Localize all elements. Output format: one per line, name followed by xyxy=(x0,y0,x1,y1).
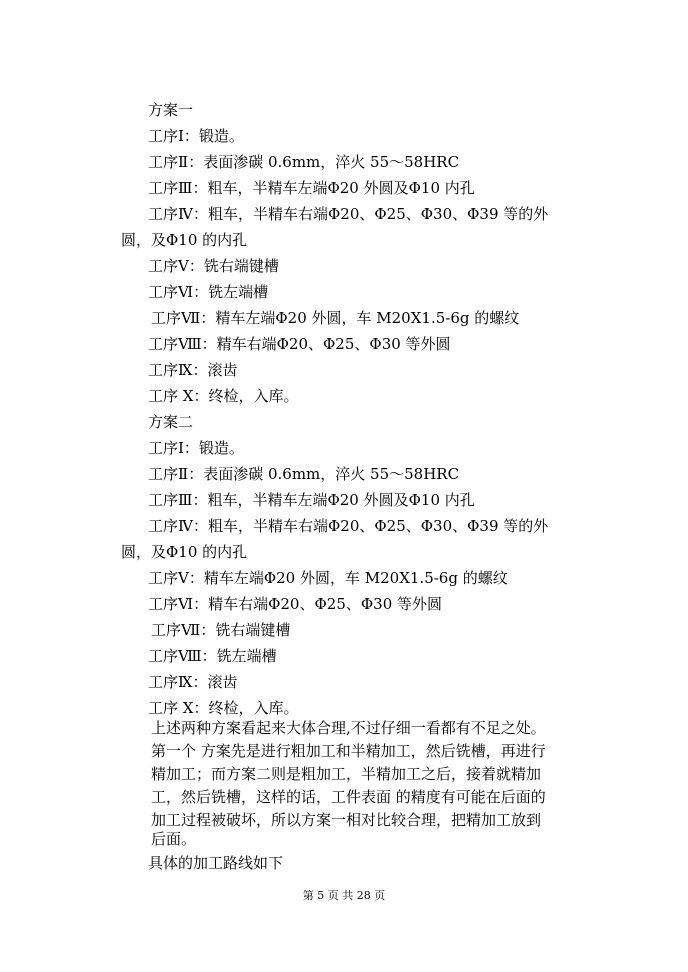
plan2-step-2: 工序Ⅱ：表面渗碳 0.6mm，淬火 55～58HRC xyxy=(148,465,460,483)
plan1-step-4: 工序Ⅳ：粗车，半精车右端Φ20、Φ25、Φ30、Φ39 等的外 xyxy=(148,205,549,223)
plan2-step-7: 工序Ⅶ：铣右端键槽 xyxy=(151,621,291,639)
plan1-step-9: 工序Ⅸ：滚齿 xyxy=(148,361,238,379)
plan2-step-9: 工序Ⅸ：滚齿 xyxy=(148,673,238,691)
plan2-step-4-cont: 圆，及Φ10 的内孔 xyxy=(121,543,248,561)
plan1-step-5: 工序Ⅴ：铣右端键槽 xyxy=(148,257,279,275)
plan1-step-8: 工序Ⅷ：精车右端Φ20、Φ25、Φ30 等外圆 xyxy=(148,335,451,353)
plan1-step-3: 工序Ⅲ：粗车，半精车左端Φ20 外圆及Φ10 内孔 xyxy=(148,179,475,197)
analysis-line-4: 工，然后铣槽，这样的话，工件表面 的精度有可能在后面的 xyxy=(151,788,546,806)
plan2-step-6: 工序Ⅵ：精车右端Φ20、Φ25、Φ30 等外圆 xyxy=(148,595,443,613)
analysis-line-3: 精加工；而方案二则是粗加工，半精加工之后，接着就精加 xyxy=(151,765,542,783)
plan2-step-10: 工序 X：终检，入库。 xyxy=(148,699,299,717)
plan1-step-7: 工序Ⅶ：精车左端Φ20 外圆，车 M20X1.5-6g 的螺纹 xyxy=(151,309,520,327)
analysis-line-6: 后面。 xyxy=(151,830,197,848)
analysis-line-1: 上述两种方案看起来大体合理,不过仔细一看都有不足之处。 xyxy=(151,719,546,737)
page-number-footer: 第 5 页 共 28 页 xyxy=(302,889,386,902)
analysis-line-5: 加工过程被破坏，所以方案一相对比较合理，把精加工放到 xyxy=(151,811,542,829)
analysis-line-2: 第一个 方案先是进行粗加工和半精加工，然后铣槽，再进行 xyxy=(151,742,546,760)
plan2-step-4: 工序Ⅳ：粗车，半精车右端Φ20、Φ25、Φ30、Φ39 等的外 xyxy=(148,517,549,535)
plan2-step-3: 工序Ⅲ：粗车，半精车左端Φ20 外圆及Φ10 内孔 xyxy=(148,491,475,509)
plan1-step-10: 工序 X：终检，入库。 xyxy=(148,387,299,405)
plan1-step-1: 工序Ⅰ：锻造。 xyxy=(148,127,244,145)
plan2-step-8: 工序Ⅷ：铣左端槽 xyxy=(148,647,277,665)
plan1-step-2: 工序Ⅱ：表面渗碳 0.6mm，淬火 55～58HRC xyxy=(148,153,460,171)
plan2-title: 方案二 xyxy=(148,413,194,431)
plan1-step-4-cont: 圆，及Φ10 的内孔 xyxy=(121,231,248,249)
route-heading: 具体的加工路线如下 xyxy=(148,854,284,872)
plan2-step-1: 工序Ⅰ：锻造。 xyxy=(148,439,244,457)
plan1-step-6: 工序Ⅵ：铣左端槽 xyxy=(148,283,269,301)
plan2-step-5: 工序Ⅴ：精车左端Φ20 外圆，车 M20X1.5-6g 的螺纹 xyxy=(148,569,508,587)
plan1-title: 方案一 xyxy=(148,101,194,119)
